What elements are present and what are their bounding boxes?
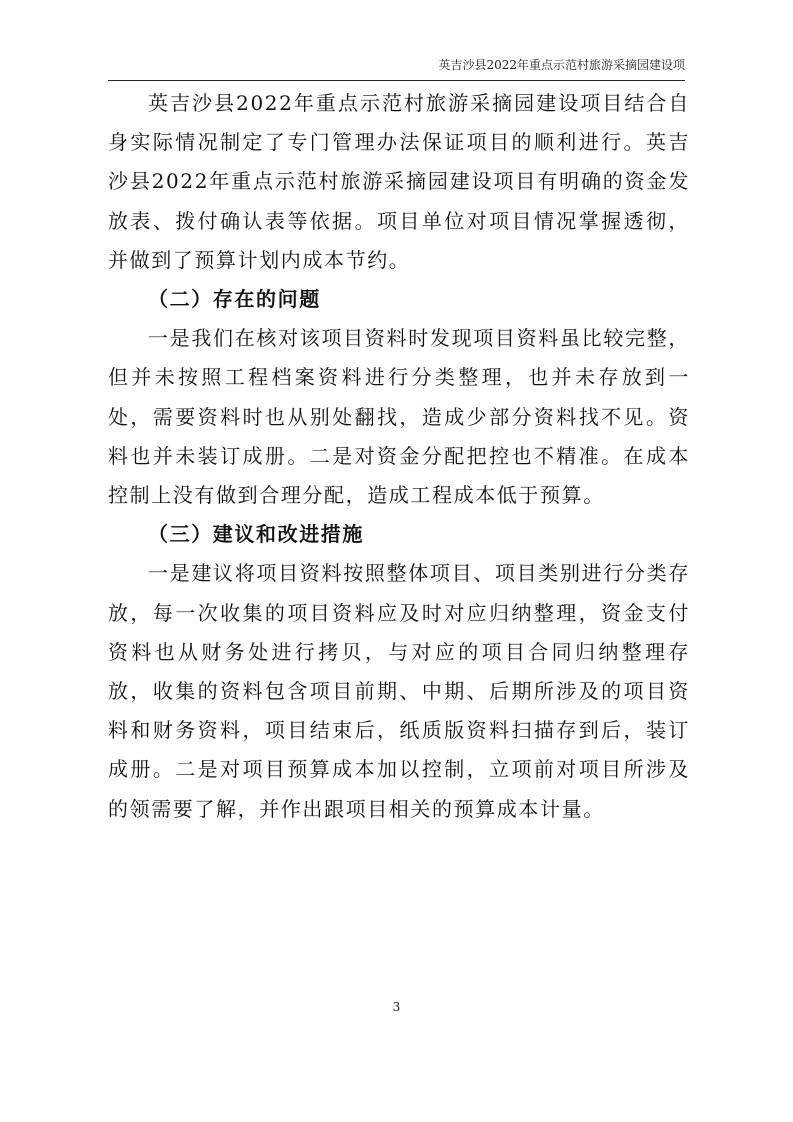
page-body <box>108 84 690 829</box>
paragraph-suggestions: 一是建议将项目资料按照整体项目、项目类别进行分类存放，每一次收集的项目资料应及时对应归纳整理，资金支付资料也从财务处进行拷贝，与对应的项目合同归纳整理存放，收集的资料包含项目前期、中期、后期所涉及的项目资料和财务资料，项目结束后，纸质版资料扫描存到后，装订成册。二是对项目预算成本加以控制，立项前对项目所涉及的领需要了解，并作出跟项目相关的预算成本计量。 <box>108 561 690 821</box>
header-rule <box>108 80 685 81</box>
page-number: 3 <box>392 1000 401 1014</box>
section-heading-suggestions: （三）建议和改进措施 <box>148 522 364 547</box>
paragraph-management: 英吉沙县2022年重点示范村旅游采摘园建设项目结合自身实际情况制定了专门管理办法保证项目的顺利进行。英吉沙县2022年重点示范村旅游采摘园建设项目有明确的资金发放表、拨付确认表等依据。项目单位对项目情况掌握透彻，并做到了预算计划内成本节约。 <box>108 91 690 272</box>
running-header: 英吉沙县2022年重点示范村旅游采摘园建设项 <box>438 58 685 72</box>
paragraph-problems: 一是我们在核对该项目资料时发现项目资料虽比较完整，但并未按照工程档案资料进行分类整理，也并未存放到一处，需要资料时也从别处翻找，造成少部分资料找不见。资料也并未装订成册。二是对资金分配把控也不精准。在成本控制上没有做到合理分配，造成工程成本低于预算。 <box>108 326 690 508</box>
section-heading-problems: （二）存在的问题 <box>148 287 321 312</box>
